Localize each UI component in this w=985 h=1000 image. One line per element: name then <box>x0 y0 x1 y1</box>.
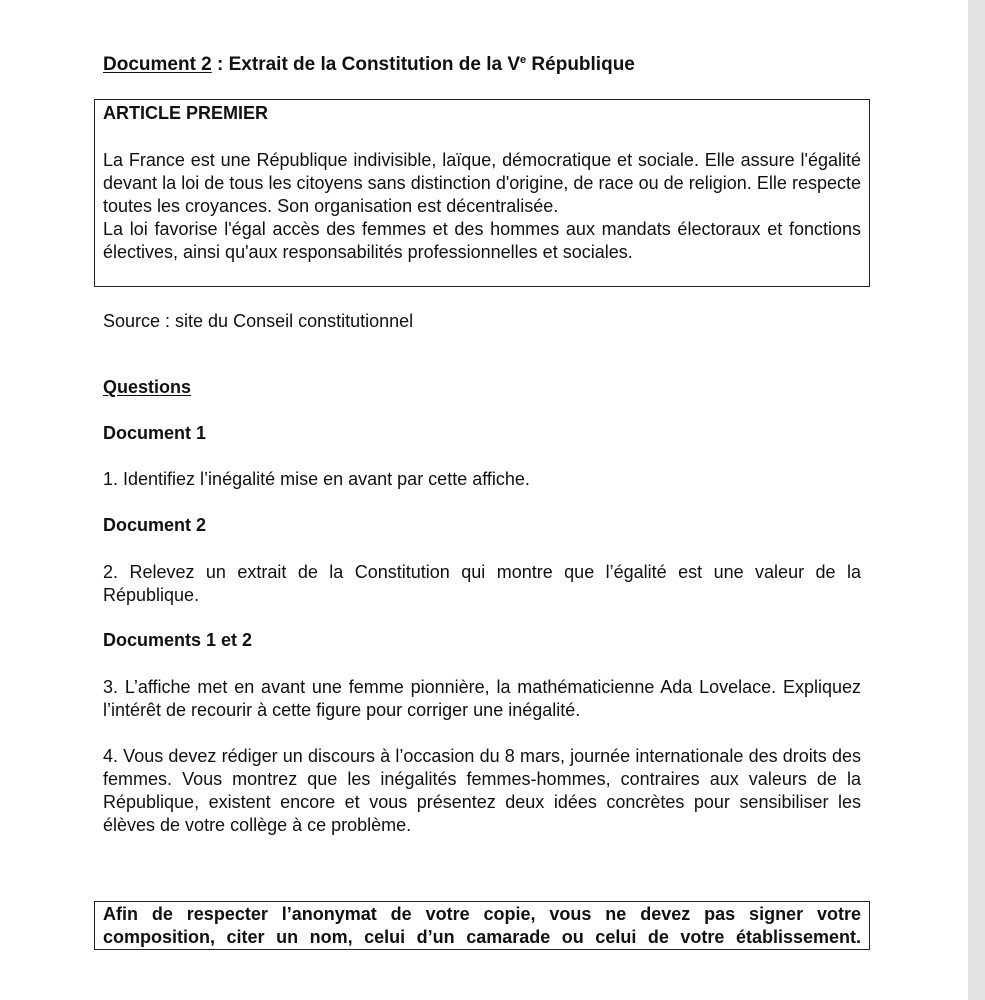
article-text <box>103 149 861 264</box>
section-document-1: Document 1 <box>103 423 207 443</box>
question-4: 4. Vous devez rédiger un discours à l’occasion du 8 mars, journée internationale des droits des femmes. Vous montrez que les inégalités femmes-hommes, contraires aux valeurs de la République, existent encore et vous présentez deux idées concrètes pour sensibiliser les élèves de votre collège à ce problème. <box>103 746 861 835</box>
source-line: Source : site du Conseil constitutionnel <box>103 311 414 331</box>
document-title-label: Document 2 <box>103 54 212 75</box>
section-document-2: Document 2 <box>103 515 207 535</box>
document-title-end: République <box>526 54 635 75</box>
anonymity-notice: Afin de respecter l’anonymat de votre copie, vous ne devez pas signer votre composition, citer un nom, celui d’un camarade ou celui de votre établissement. <box>103 904 861 947</box>
questions-title: Questions <box>103 377 192 397</box>
question-2: 2. Relevez un extrait de la Constitution qui montre que l’égalité est une valeur de la République. <box>103 562 861 605</box>
question-3: 3. L’affiche met en avant une femme pionnière, la mathématicienne Ada Lovelace. Expliquez l’intérêt de recourir à cette figure pour corriger une inégalité. <box>103 677 861 720</box>
article-paragraph-1: La France est une République indivisible, laïque, démocratique et sociale. Elle assure l'égalité devant la loi de tous les citoyens sans distinction d'origine, de race ou de religion. Elle respecte toutes les croyances. Son organisation est décentralisée. <box>103 150 861 216</box>
question-1: 1. Identifiez l’inégalité mise en avant par cette affiche. <box>103 469 530 489</box>
article-heading: ARTICLE PREMIER <box>103 103 269 123</box>
page-edge <box>968 0 985 1000</box>
section-documents-1-and-2: Documents 1 et 2 <box>103 630 253 650</box>
document-title-rest: : Extrait de la Constitution de la V <box>211 54 521 75</box>
document-title <box>103 54 635 76</box>
article-paragraph-2: La loi favorise l'égal accès des femmes et des hommes aux mandats électoraux et fonctions électives, ainsi qu'aux responsabilités professionnelles et sociales. <box>103 219 861 262</box>
document-title-superscript: e <box>520 54 527 66</box>
